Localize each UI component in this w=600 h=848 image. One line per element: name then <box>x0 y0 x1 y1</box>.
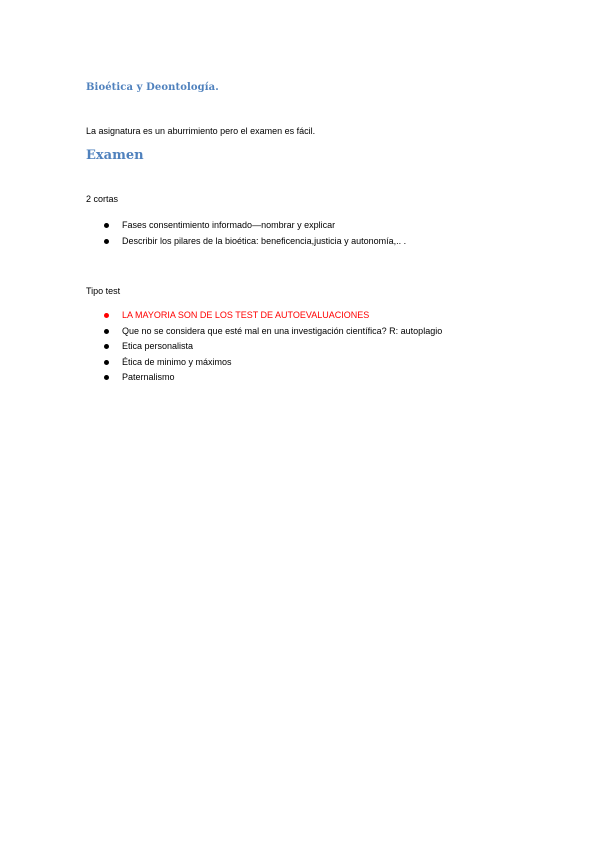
list-item <box>104 219 406 235</box>
list-item-text: Fases consentimiento informado—nombrar y explicar <box>122 220 336 230</box>
list-item <box>104 356 442 372</box>
bullet-icon <box>104 313 109 318</box>
list-item-text: Etica personalista <box>122 341 194 351</box>
list-item-text: LA MAYORIA SON DE LOS TEST DE AUTOEVALUACIONES <box>122 310 370 320</box>
list-item <box>104 325 442 341</box>
document-title: Bioética y Deontología. <box>86 82 219 93</box>
list-item-text: Que no se considera que esté mal en una investigación científica? R: autoplagio <box>122 325 443 336</box>
list-item-text: Paternalismo <box>122 372 175 382</box>
section-heading-examen: Examen <box>86 148 144 163</box>
list-item-text: Describir los pilares de la bioética: beneficencia,justicia y autonomía,.. . <box>122 235 407 246</box>
bullet-icon <box>104 360 109 365</box>
group-label-cortas: 2 cortas <box>86 194 119 204</box>
bullet-list-cortas <box>104 219 406 250</box>
bullet-icon <box>104 344 109 349</box>
bullet-icon <box>104 223 109 228</box>
list-item-text: Ética de minimo y máximos <box>122 356 232 367</box>
list-item <box>104 371 442 387</box>
bullet-icon <box>104 329 109 334</box>
bullet-icon <box>104 239 109 244</box>
intro-paragraph: La asignatura es un aburrimiento pero el examen es fácil. <box>86 126 316 136</box>
bullet-icon <box>104 375 109 380</box>
list-item <box>104 235 406 251</box>
list-item <box>104 340 442 356</box>
list-item-highlighted <box>104 309 442 325</box>
bullet-list-tipo-test <box>104 309 442 387</box>
group-label-tipo-test: Tipo test <box>86 286 121 296</box>
